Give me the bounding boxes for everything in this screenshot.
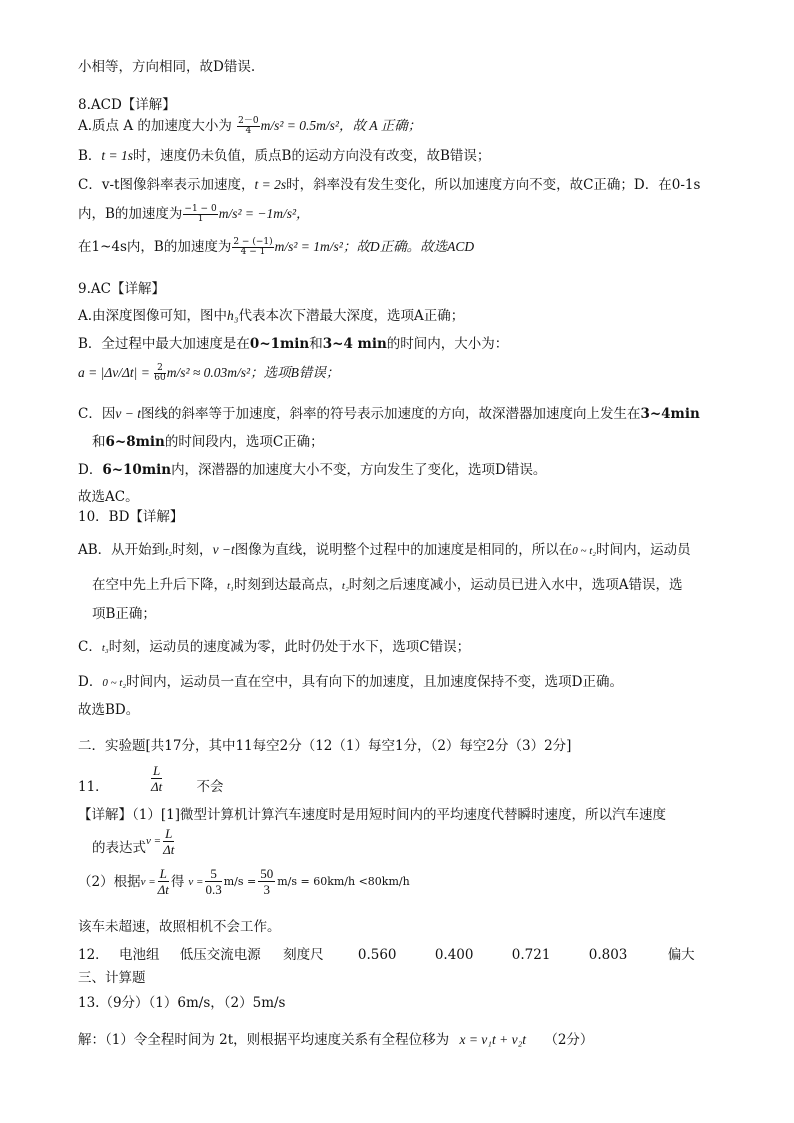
- answer-cell: 偏大: [667, 947, 695, 963]
- text: （2分）: [544, 1032, 594, 1048]
- text-line: [78, 307, 464, 325]
- text: B．: [78, 148, 102, 164]
- fraction: [237, 117, 259, 136]
- text: 时刻，: [172, 542, 213, 558]
- answer-cell: 刻度尺: [283, 947, 324, 963]
- text: 时间内，运动员: [596, 542, 691, 558]
- formula: v =: [140, 875, 156, 888]
- text-line: 项B正确；: [92, 606, 156, 622]
- text: 和: [92, 434, 106, 450]
- text-line: [92, 825, 176, 861]
- text: 11．: [78, 779, 109, 795]
- text: 的表达式: [92, 840, 146, 856]
- answer-cell: 低压交流电源: [179, 947, 261, 963]
- formula: m/s² ≈ 0.03m/s²；选项B错误；: [166, 365, 340, 380]
- text: 时，速度仍未负值，质点B的运动方向没有改变，故B错误；: [133, 148, 491, 164]
- denominator: 0.3: [205, 882, 222, 897]
- text: C．因: [78, 406, 116, 422]
- numerator: L: [151, 763, 162, 779]
- text-line: [78, 176, 700, 194]
- text: 在空中先上升后下降，: [92, 577, 227, 593]
- text-line: [78, 638, 470, 657]
- text-line: [78, 1031, 593, 1049]
- text-line: [92, 576, 683, 595]
- text: A.质点 A 的加速度大小为: [78, 118, 232, 134]
- formula: m/s =: [223, 874, 257, 888]
- text: 的时间内，大小为：: [386, 336, 509, 352]
- fraction: [163, 826, 174, 857]
- text: 解：（1）令全程时间为 2t，则根据平均速度关系有全程位移为: [78, 1032, 450, 1048]
- fraction: [258, 866, 275, 897]
- question-header: 9.AC【详解】: [78, 281, 165, 297]
- formula: v =: [146, 835, 162, 847]
- numerator: −1 − 0: [184, 204, 217, 214]
- formula: m/s² = 0.5m/s²，故 A 正确；: [260, 118, 422, 133]
- numerator: 2－0: [238, 116, 259, 126]
- text: D．: [78, 674, 103, 690]
- text: （2）根据: [78, 873, 141, 890]
- text: 时刻到达最高点，: [233, 577, 342, 593]
- answer-cell: 0.400: [434, 947, 474, 963]
- formula: t₂: [341, 580, 349, 592]
- text: 不会: [196, 779, 224, 795]
- formula: m/s² = 1m/s²；故D正确。故选ACD: [274, 239, 475, 254]
- numerator: 50: [260, 866, 274, 881]
- formula: a = |Δv/Δt| =: [78, 365, 154, 380]
- text-line: [78, 335, 508, 353]
- denominator: 4: [245, 126, 252, 136]
- text-line: 【详解】（1）[1]微型计算机计算汽车速度时是用短时间内的平均速度代替瞬时速度，所以汽车速度: [78, 807, 666, 823]
- answer-cell: 0.721: [511, 947, 551, 963]
- text-line: [78, 405, 700, 423]
- answer-cell: 0.803: [588, 947, 628, 963]
- text-line: [78, 117, 421, 136]
- text: 得: [170, 873, 185, 890]
- text: B．全过程中最大加速度是在: [78, 336, 250, 352]
- denominator: 60: [154, 373, 166, 383]
- formula: t₁: [227, 580, 234, 592]
- text: 的时间段内，选项C正确；: [164, 434, 324, 450]
- text-line: [78, 866, 410, 902]
- formula: t = 1s: [101, 148, 134, 163]
- fraction: [183, 205, 217, 224]
- formula: t = 2s: [254, 177, 287, 192]
- formula: 0 ~ t₂: [102, 677, 127, 689]
- text-line: [78, 364, 339, 383]
- question-header: 13.（9分）（1）6m/s，（2）5m/s: [78, 995, 286, 1011]
- numerator: 2: [154, 364, 165, 374]
- section-header: 二．实验题[共17分，其中11每空2分（12（1）每空1分，（2）每空2分（3）2分]: [78, 738, 572, 754]
- numerator: 2 − (−1): [233, 237, 273, 247]
- text-line: 故选BD。: [78, 702, 140, 718]
- fraction: [232, 238, 273, 257]
- formula: t₂: [165, 545, 173, 557]
- text-line: [78, 205, 310, 224]
- text: 时刻，运动员的速度减为零，此时仍处于水下，选项C错误；: [108, 639, 471, 655]
- fraction: [205, 866, 221, 897]
- text: C．v-t图像斜率表示加速度，: [78, 177, 255, 193]
- text-line: [78, 238, 474, 257]
- text: 内，深潜器的加速度大小不变，方向发生了变化，选项D错误。: [171, 462, 547, 478]
- formula: v =: [188, 875, 204, 888]
- text-line: 故选AC。: [78, 489, 139, 505]
- fraction: [154, 364, 165, 383]
- text-line: [78, 461, 546, 479]
- text-line: [92, 433, 324, 451]
- formula: 3~4min: [640, 406, 700, 422]
- text: A.由深度图像可知，图中: [78, 308, 228, 324]
- section-header: 三、计算题: [78, 970, 146, 986]
- numerator: L: [163, 826, 174, 842]
- text: C．: [78, 639, 102, 655]
- text: 时刻之后速度减小，运动员已进入水中，选项A错误，选: [348, 577, 683, 593]
- text: D．: [78, 462, 103, 478]
- question-header: 8.ACD【详解】: [78, 97, 176, 113]
- text-line: [78, 673, 623, 692]
- denominator: 3: [263, 882, 270, 897]
- answer-row: [78, 946, 695, 964]
- text: 图线的斜率等于加速度，斜率的符号表示加速度的方向，故深潜器加速度向上发生在: [140, 406, 641, 422]
- text: 图像为直线，说明整个过程中的加速度是相同的，所以在: [234, 542, 573, 558]
- formula: v − t: [115, 406, 141, 421]
- text: 代表本次下潜最大深度，选项A正确；: [238, 308, 465, 324]
- text-line: 小相等，方向相同，故D错误.: [78, 59, 256, 75]
- formula: 3~4 min: [322, 336, 387, 352]
- formula: h₃: [227, 308, 239, 323]
- numerator: L: [158, 866, 169, 882]
- formula: x = v₁t + v₂t: [459, 1032, 527, 1047]
- formula: 6~10min: [102, 462, 172, 478]
- text: 和: [309, 336, 323, 352]
- answer-cell: 电池组: [118, 947, 160, 963]
- fraction: [151, 763, 162, 794]
- question-header: 10．BD【详解】: [78, 509, 184, 525]
- text-line: [78, 147, 490, 165]
- denominator: 1: [197, 214, 204, 224]
- denominator: 4 − 1: [240, 247, 266, 257]
- answer-cell: 0.560: [357, 947, 397, 963]
- question-number: 12．: [78, 947, 109, 963]
- fraction: [158, 866, 169, 897]
- text: 在1~4s内，B的加速度为: [78, 239, 232, 255]
- numerator: 5: [205, 866, 221, 882]
- formula: 6~8min: [105, 434, 165, 450]
- denominator: Δt: [150, 778, 163, 794]
- formula: 0~1min: [249, 336, 310, 352]
- text-line: [78, 760, 224, 796]
- formula: t₃: [101, 642, 109, 654]
- text-line: [78, 541, 691, 560]
- text: AB．从开始到: [78, 542, 166, 558]
- text-line: 该车未超速，故照相机不会工作。: [78, 919, 281, 935]
- text: 时，斜率没有发生变化，所以加速度方向不变，故C正确；D．在0-1s: [286, 177, 701, 193]
- text: 时间内，运动员一直在空中，具有向下的加速度，且加速度保持不变，选项D正确。: [126, 674, 623, 690]
- formula: m/s = 60km/h <80km/h: [277, 874, 410, 888]
- denominator: Δt: [157, 882, 169, 897]
- formula: 0 ~ t₂: [572, 545, 597, 557]
- formula: v −t: [212, 542, 235, 557]
- denominator: Δt: [163, 841, 175, 857]
- text: 内，B的加速度为: [78, 206, 183, 222]
- formula: m/s² = −1m/s²，: [218, 206, 310, 221]
